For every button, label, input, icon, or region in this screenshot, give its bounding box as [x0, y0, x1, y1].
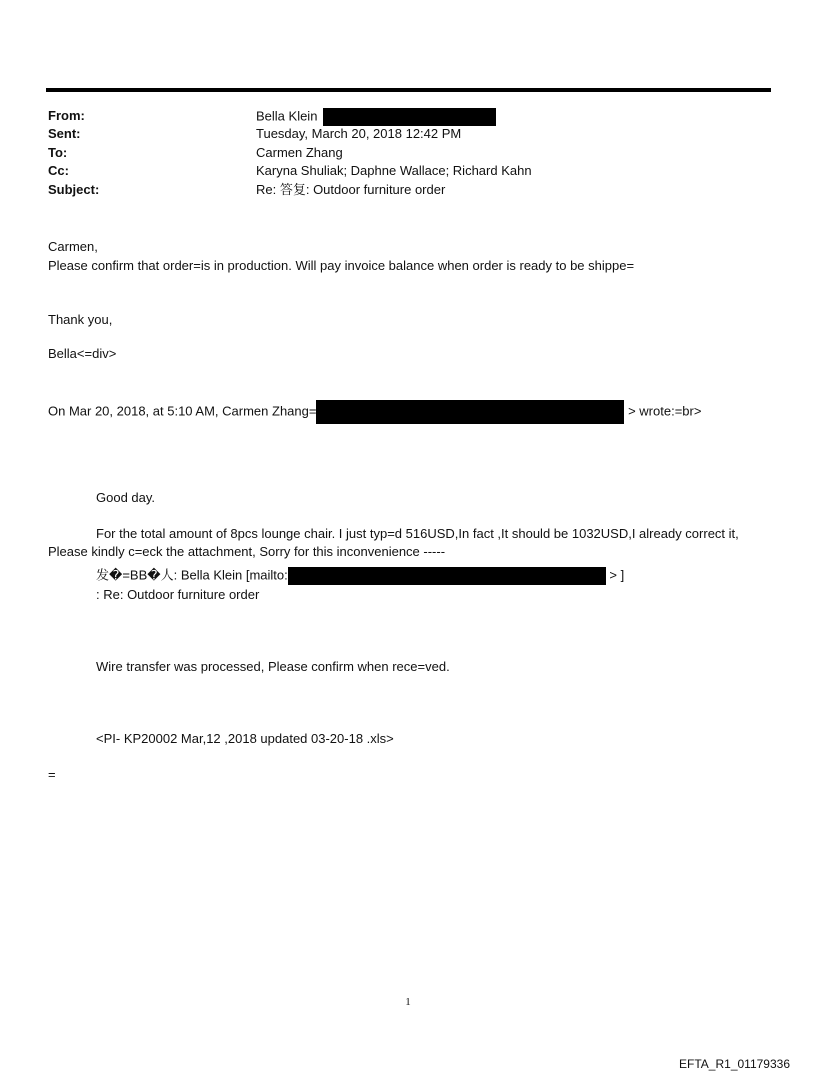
to-value: Carmen Zhang — [256, 145, 343, 160]
subject-value: Re: 答复: Outdoor furniture order — [256, 182, 446, 197]
paragraph-line: Please kindly c=eck the attachment, Sorry for this inconvenience ----- — [48, 544, 446, 559]
body-line: Please confirm that order=is in production. Will pay invoice balance when order is ready to be shippe= — [48, 258, 635, 273]
subject-label: Subject: — [48, 182, 100, 197]
from-name: Bella Klein — [256, 108, 318, 124]
redaction-block — [316, 400, 624, 424]
forwarded-from-suffix: > ] — [609, 567, 625, 583]
thanks-line: Thank you, — [48, 312, 113, 327]
cc-label: Cc: — [48, 163, 69, 178]
forwarded-from — [96, 567, 624, 585]
to-label: To: — [48, 145, 68, 160]
greeting: Carmen, — [48, 239, 98, 254]
redaction-block — [288, 567, 606, 585]
from-value — [256, 108, 496, 126]
bates-number: EFTA_R1_01179336 — [679, 1057, 790, 1071]
cc-value: Karyna Shuliak; Daphne Wallace; Richard Kahn — [256, 163, 532, 178]
sent-value: Tuesday, March 20, 2018 12:42 PM — [256, 126, 462, 141]
good-day: Good day. — [96, 490, 156, 505]
from-label: From: — [48, 108, 85, 123]
sent-label: Sent: — [48, 126, 81, 141]
quote-header-prefix: On Mar 20, 2018, at 5:10 AM, Carmen Zhang= — [48, 403, 317, 419]
quote-header — [48, 400, 701, 424]
header-rule — [46, 88, 771, 92]
trailing-char: = — [48, 767, 56, 782]
paragraph-line: For the total amount of 8pcs lounge chair. I just typ=d 516USD,In fact ,It should be 1032USD,I already correct it, — [96, 526, 739, 541]
wire-line: Wire transfer was processed, Please confirm when rece=ved. — [96, 659, 450, 674]
redaction-block — [323, 108, 496, 126]
attachment-name: <PI- KP20002 Mar,12 ,2018 updated 03-20-18 .xls> — [96, 731, 394, 746]
signature: Bella<=div> — [48, 346, 117, 361]
page-number: 1 — [405, 996, 411, 1008]
forwarded-from-prefix: 发�=BB�人: Bella Klein [mailto: — [96, 567, 288, 583]
forwarded-subject: : Re: Outdoor furniture order — [96, 587, 260, 602]
quote-header-suffix: > wrote:=br> — [628, 403, 702, 419]
